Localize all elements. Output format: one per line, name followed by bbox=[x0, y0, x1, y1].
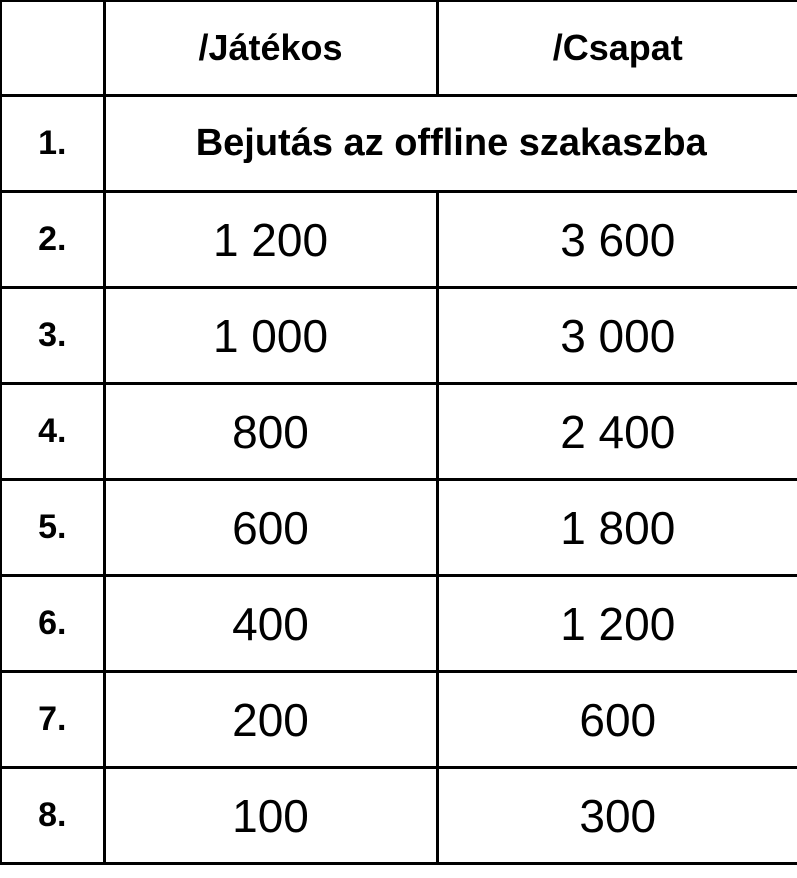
player-prize-cell: 400 bbox=[104, 576, 437, 672]
table-row bbox=[1, 384, 797, 480]
table-row bbox=[1, 480, 797, 576]
rank-cell: 8. bbox=[1, 768, 104, 864]
table-row bbox=[1, 96, 797, 192]
rank-cell: 7. bbox=[1, 672, 104, 768]
qualification-note-cell: Bejutás az offline szakaszba bbox=[104, 96, 797, 192]
player-prize-cell: 200 bbox=[104, 672, 437, 768]
team-prize-cell: 300 bbox=[437, 768, 797, 864]
header-player-cell: /Játékos bbox=[104, 1, 437, 96]
header-rank-cell bbox=[1, 1, 104, 96]
table-row bbox=[1, 576, 797, 672]
table-row bbox=[1, 192, 797, 288]
team-prize-cell: 3 600 bbox=[437, 192, 797, 288]
table-row bbox=[1, 288, 797, 384]
player-prize-cell: 600 bbox=[104, 480, 437, 576]
player-prize-cell: 800 bbox=[104, 384, 437, 480]
team-prize-cell: 2 400 bbox=[437, 384, 797, 480]
rank-cell: 3. bbox=[1, 288, 104, 384]
table-row bbox=[1, 672, 797, 768]
player-prize-cell: 100 bbox=[104, 768, 437, 864]
rank-cell: 5. bbox=[1, 480, 104, 576]
table-header-row bbox=[1, 1, 797, 96]
rank-cell: 4. bbox=[1, 384, 104, 480]
team-prize-cell: 600 bbox=[437, 672, 797, 768]
header-team-cell: /Csapat bbox=[437, 1, 797, 96]
team-prize-cell: 1 800 bbox=[437, 480, 797, 576]
team-prize-cell: 3 000 bbox=[437, 288, 797, 384]
rank-cell: 1. bbox=[1, 96, 104, 192]
table-row bbox=[1, 768, 797, 864]
player-prize-cell: 1 200 bbox=[104, 192, 437, 288]
rank-cell: 6. bbox=[1, 576, 104, 672]
rank-cell: 2. bbox=[1, 192, 104, 288]
team-prize-cell: 1 200 bbox=[437, 576, 797, 672]
player-prize-cell: 1 000 bbox=[104, 288, 437, 384]
